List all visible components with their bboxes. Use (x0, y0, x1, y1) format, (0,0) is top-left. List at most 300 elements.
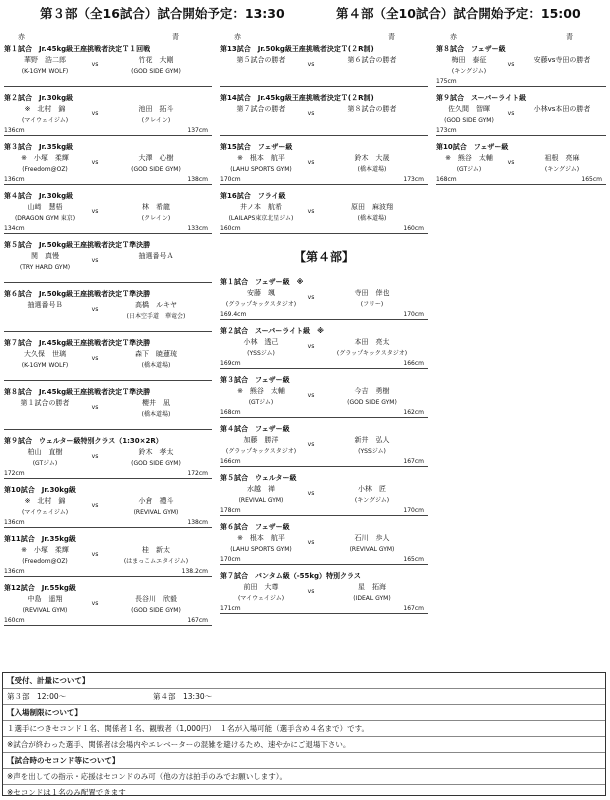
fighter-heights (220, 175, 428, 184)
bout-block (220, 44, 428, 87)
blue-fighter (320, 202, 424, 224)
red-fighter-gym: (REVIVAL GYM) (22, 607, 68, 614)
blue-fighter-gym: (日本空手道 華竜会) (126, 313, 186, 320)
red-fighter-name: 井ノ本 航希 (240, 203, 282, 211)
blue-fighter (518, 104, 606, 115)
red-fighter (220, 386, 302, 408)
bout-block (220, 277, 428, 320)
bout-block (4, 289, 212, 332)
red-fighter-height: 170cm (220, 176, 241, 183)
blue-fighter-height: 165cm (403, 556, 424, 563)
blue-fighter (104, 496, 208, 518)
blue-fighter-name: 小林vs本田の勝者 (533, 105, 591, 113)
bout-fighters (436, 104, 606, 126)
section3-header: 第３部（全16試合）試合開始予定：13:30 (40, 6, 285, 21)
bout-fighters (4, 545, 212, 567)
blue-fighter-height: 170cm (403, 507, 424, 514)
red-fighter-gym: (GOD SIDE GYM) (444, 117, 494, 124)
blue-fighter-name: 竹花 大剛 (138, 56, 174, 64)
red-fighter-gym: (グラップキックスタジオ) (225, 301, 297, 308)
vs-label: vs (307, 588, 315, 595)
red-fighter-height: 136cm (4, 176, 25, 183)
fighter-heights (4, 175, 212, 184)
bout-fighters (220, 288, 428, 310)
red-fighter-height: 178cm (220, 507, 241, 514)
fighter-heights (436, 126, 606, 135)
vs-label: vs (307, 294, 315, 301)
red-fighter (4, 594, 86, 616)
fighter-heights (436, 175, 606, 184)
fighter-heights (4, 126, 212, 135)
vs-label: vs (307, 61, 315, 68)
red-fighter (220, 153, 302, 175)
fighter-heights (220, 126, 428, 135)
vs-label: vs (91, 355, 99, 362)
blue-fighter (320, 484, 424, 506)
red-fighter (220, 288, 302, 310)
fighter-heights (436, 77, 606, 86)
bout-title: 第９試合 スーパーライト級 (436, 94, 527, 102)
bout-title: 第５試合 Jr.50kg級王座挑戦者決定Ｔ準決勝 (4, 241, 151, 249)
red-fighter-gym: (グラップキックスタジオ) (225, 448, 297, 455)
red-fighter-height: 172cm (4, 470, 25, 477)
red-corner-label: 赤 (450, 33, 457, 41)
blue-fighter (320, 337, 424, 359)
bout-block (4, 142, 212, 185)
red-fighter-name: 小林 透己 (243, 338, 279, 346)
fighter-heights (220, 457, 428, 466)
blue-fighter-height: 170cm (403, 311, 424, 318)
fighter-heights (4, 518, 212, 527)
corner-header (436, 30, 606, 44)
blue-fighter (320, 288, 424, 310)
bout-fighters (4, 594, 212, 616)
blue-fighter-height: 166cm (403, 360, 424, 367)
bout-fighters (436, 153, 606, 175)
red-fighter-gym: (マイウェイジム) (237, 595, 285, 602)
vs-label: vs (307, 159, 315, 166)
blue-fighter-height: 133cm (187, 225, 208, 232)
red-fighter (220, 484, 302, 506)
notes-admission-line-2: ※試合が終わった選手、関係者は会場内やエレベーターの混雑を避けるため、速やかにご退場下さい。 (3, 737, 605, 753)
bout-fighters (4, 202, 212, 224)
blue-fighter-gym: (クレイン) (141, 215, 171, 222)
blue-fighter-name: 第８試合の勝者 (347, 105, 397, 113)
bout-title: 第７試合 Jr.45kg級王座挑戦者決定Ｔ準決勝 (4, 339, 151, 347)
bout-title: 第15試合 フェザー級 (220, 143, 293, 151)
red-fighter-name: ※ 根本 航平 (237, 534, 285, 542)
blue-fighter-name: 小倉 禮斗 (138, 497, 174, 505)
red-fighter-height: 169cm (220, 360, 241, 367)
red-fighter-height: 166cm (220, 458, 241, 465)
red-fighter-name: 関 真慢 (31, 252, 59, 260)
blue-fighter-name: 安藤vs寺田の勝者 (533, 56, 591, 64)
bout-fighters (220, 104, 428, 126)
red-fighter-name: 第５試合の勝者 (236, 56, 286, 64)
bout-title: 第８試合 Jr.45kg級王座挑戦者決定Ｔ準決勝 (4, 388, 151, 396)
fighter-heights (220, 555, 428, 564)
section4-label: 【第４部】 (293, 250, 354, 264)
blue-fighter-gym: (クレイン) (141, 117, 171, 124)
red-fighter-height: 136cm (4, 568, 25, 575)
blue-fighter-gym: (はまっこムエタイジム) (123, 558, 189, 565)
fighter-heights (220, 408, 428, 417)
red-fighter-name: 佐久間 智暉 (448, 105, 490, 113)
vs-label: vs (91, 600, 99, 607)
blue-fighter-height: 160cm (403, 225, 424, 232)
red-fighter-name: ※ 熊谷 太輔 (237, 387, 285, 395)
vs-label: vs (307, 110, 315, 117)
blue-fighter (320, 104, 424, 115)
bout-fighters (436, 55, 606, 77)
blue-fighter-gym: (GOD SIDE GYM) (131, 166, 181, 173)
notes-second-line-2: ※セコンドは１名のみ配置できます (7, 788, 126, 797)
blue-fighter-gym: (GOD SIDE GYM) (131, 460, 181, 467)
red-fighter-gym: (マイウェイジム) (21, 117, 69, 124)
vs-label: vs (307, 441, 315, 448)
blue-fighter (104, 398, 208, 420)
blue-fighter-name: 鈴木 大晟 (354, 154, 390, 162)
bout-fighters (4, 349, 212, 371)
blue-fighter-name: 林 希龍 (142, 203, 170, 211)
bout-title: 第１試合 フェザー級 ※ (220, 278, 304, 286)
blue-fighter (518, 55, 606, 66)
red-fighter (436, 55, 502, 77)
blue-fighter (104, 104, 208, 126)
blue-fighter-name: 小林 匠 (358, 485, 386, 493)
blue-fighter (104, 447, 208, 469)
bout-title: 第13試合 Jr.50kg級王座挑戦者決定Ｔ(２R制) (220, 45, 374, 53)
fighter-heights (220, 77, 428, 86)
red-fighter-height: 168cm (436, 176, 457, 183)
blue-fighter-name: 高橋 ルキヤ (135, 301, 177, 309)
blue-fighter-name: 櫻井 凪 (142, 399, 170, 407)
red-fighter-gym: (K-1GYM WOLF) (21, 362, 69, 369)
blue-fighter-gym: (GOD SIDE GYM) (131, 607, 181, 614)
vs-label: vs (91, 61, 99, 68)
red-fighter-name: 華野 浩二郎 (24, 56, 66, 64)
blue-fighter (104, 545, 208, 567)
red-fighter-height: 136cm (4, 519, 25, 526)
bout-title: 第４試合 Jr.30kg級 (4, 192, 74, 200)
bout-title: 第16試合 フライ級 (220, 192, 286, 200)
bout-title: 第３試合 Jr.35kg級 (4, 143, 74, 151)
blue-fighter-gym: (GOD SIDE GYM) (131, 68, 181, 75)
red-fighter (220, 533, 302, 555)
fighter-heights (220, 310, 428, 319)
vs-label: vs (91, 208, 99, 215)
red-fighter (4, 545, 86, 567)
bout-block (4, 387, 212, 430)
blue-fighter (104, 153, 208, 175)
red-fighter-name: 大久保 世璃 (24, 350, 66, 358)
red-fighter-height: 171cm (220, 605, 241, 612)
red-fighter-gym: (TRY HARD GYM) (19, 264, 71, 271)
bout-title: 第４試合 フェザー級 (220, 425, 290, 433)
bout-block (4, 583, 212, 626)
bout-block (436, 142, 606, 185)
notes-heading-reception: 【受付、計量について】 (3, 673, 605, 689)
bout-title: 第１試合 Jr.45kg級王座挑戦者決定Ｔ１回戦 (4, 45, 151, 53)
notes-heading-second: 【試合時のセコンド等について】 (3, 753, 605, 769)
section4-header: 第４部（全10試合）試合開始予定：15:00 (336, 6, 581, 21)
corner-header (220, 30, 428, 44)
bout-block (220, 571, 428, 614)
blue-fighter-name: 桂 新太 (142, 546, 170, 554)
fighter-heights (220, 359, 428, 368)
red-fighter-name: 第１試合の勝者 (20, 399, 70, 407)
red-fighter (4, 55, 86, 77)
bout-fighters (220, 55, 428, 77)
bout-fighters (4, 398, 212, 420)
vs-label: vs (507, 159, 515, 166)
blue-fighter-gym: (フリー) (360, 301, 384, 308)
blue-fighter-name: 長谷川 欣毅 (135, 595, 177, 603)
red-fighter (4, 104, 86, 126)
red-fighter-name: 山﨑 慧梧 (27, 203, 63, 211)
blue-fighter-gym: (GOD SIDE GYM) (347, 399, 397, 406)
red-fighter (4, 300, 86, 311)
bout-fighters (220, 202, 428, 224)
bout-block (4, 436, 212, 479)
blue-fighter-name: 本田 亮太 (354, 338, 390, 346)
bout-block (4, 44, 212, 87)
bout-block (220, 473, 428, 516)
blue-fighter-height: 162cm (403, 409, 424, 416)
blue-fighter (320, 533, 424, 555)
red-fighter (220, 582, 302, 604)
blue-fighter-height: 173cm (403, 176, 424, 183)
blue-fighter (518, 153, 606, 175)
bout-title: 第10試合 Jr.30kg級 (4, 486, 76, 494)
red-fighter (4, 447, 86, 469)
vs-label: vs (507, 61, 515, 68)
bout-block (220, 522, 428, 565)
red-fighter-name: 抽選番号Ｂ (27, 301, 63, 309)
blue-fighter-height: 138cm (187, 519, 208, 526)
blue-fighter-height: 167cm (403, 605, 424, 612)
bout-block (220, 375, 428, 418)
bout-title: 第６試合 フェザー級 (220, 523, 290, 531)
vs-label: vs (307, 539, 315, 546)
red-fighter (4, 398, 86, 409)
blue-fighter-gym: (グラップキックスタジオ) (336, 350, 408, 357)
bout-block (220, 93, 428, 136)
bout-block (4, 93, 212, 136)
blue-fighter (104, 55, 208, 77)
red-fighter-height: 168cm (220, 409, 241, 416)
bout-title: 第７試合 バンタム級（-55kg）特別クラス (220, 572, 361, 580)
bout-fighters (220, 533, 428, 555)
blue-fighter-name: 祖根 亮麻 (544, 154, 580, 162)
blue-fighter-gym: (キングジム) (354, 497, 390, 504)
blue-fighter-height: 172cm (187, 470, 208, 477)
notes-reception-times (3, 689, 605, 705)
red-fighter-gym: (GTジム) (456, 166, 482, 173)
bout-fighters (220, 435, 428, 457)
bout-block (4, 240, 212, 283)
red-fighter-gym: (LAHU SPORTS GYM) (230, 546, 292, 553)
red-fighter-gym: (マイウェイジム) (21, 509, 69, 516)
red-fighter-name: ※ 小塚 柔輝 (21, 546, 69, 554)
blue-fighter-gym: (橋本道場) (141, 362, 171, 369)
red-fighter-height: 160cm (4, 617, 25, 624)
bout-fighters (220, 337, 428, 359)
blue-corner-label: 青 (172, 33, 179, 41)
column-left (4, 30, 212, 632)
notes-admission-line-1: １選手につきセコンド１名、関係者１名、観戦者（1,000円） １名が入場可能（選手含め４名まで）です。 (3, 721, 605, 737)
vs-label: vs (307, 343, 315, 350)
red-corner-label: 赤 (234, 33, 241, 41)
bout-title: 第６試合 Jr.50kg級王座挑戦者決定Ｔ準決勝 (4, 290, 151, 298)
bout-fighters (4, 251, 212, 273)
bout-block (220, 424, 428, 467)
red-fighter-name: 安藤 颯 (247, 289, 275, 297)
blue-fighter (104, 251, 208, 262)
blue-fighter-name: 池田 拓斗 (138, 105, 174, 113)
blue-fighter-name: 森下 暁蓮琉 (135, 350, 177, 358)
blue-fighter-name: 抽選番号Ａ (138, 252, 174, 260)
red-fighter-name: 水越 禅 (247, 485, 275, 493)
bout-block (4, 338, 212, 381)
red-fighter-gym: (Freedom@OZ) (22, 558, 68, 565)
vs-label: vs (91, 110, 99, 117)
blue-fighter (104, 300, 208, 322)
bout-title: 第11試合 Jr.35kg級 (4, 535, 76, 543)
red-fighter-height: 136cm (4, 127, 25, 134)
blue-fighter-height: 137cm (187, 127, 208, 134)
vs-label: vs (307, 490, 315, 497)
red-fighter-height: 170cm (220, 556, 241, 563)
vs-label: vs (91, 453, 99, 460)
bout-fighters (4, 104, 212, 126)
red-fighter (4, 202, 86, 224)
bout-block (220, 142, 428, 185)
red-fighter (220, 104, 302, 115)
blue-fighter-gym: (橋本道場) (141, 411, 171, 418)
bout-block (436, 93, 606, 136)
reception-time-section4: 第４部 13:30～ (153, 692, 213, 701)
red-fighter-name: 加藤 勝洋 (243, 436, 279, 444)
blue-fighter (320, 435, 424, 457)
red-fighter-name: ※ 小塚 柔輝 (21, 154, 69, 162)
column-right (436, 30, 606, 191)
fighter-heights (4, 420, 212, 429)
red-fighter-height: 173cm (436, 127, 457, 134)
red-fighter-gym: (YSSジム) (247, 350, 275, 357)
red-fighter (436, 104, 502, 126)
vs-label: vs (91, 502, 99, 509)
blue-fighter-gym: (YSSジム) (358, 448, 386, 455)
red-fighter-gym: (Freedom@OZ) (22, 166, 68, 173)
red-fighter-name: ※ 根本 航平 (237, 154, 285, 162)
blue-fighter-name: 石川 歩人 (354, 534, 390, 542)
red-fighter-name: 前田 大尊 (243, 583, 279, 591)
bout-fighters (4, 55, 212, 77)
red-fighter-name: ※ 熊谷 太輔 (445, 154, 493, 162)
vs-label: vs (307, 392, 315, 399)
bout-block (220, 326, 428, 369)
fighter-heights (220, 604, 428, 613)
red-fighter (220, 202, 302, 224)
blue-fighter (104, 349, 208, 371)
blue-fighter-name: 星 拓海 (358, 583, 386, 591)
bout-fighters (220, 153, 428, 175)
blue-fighter-height: 138cm (187, 176, 208, 183)
bout-title: 第14試合 Jr.45kg級王座挑戦者決定Ｔ(２R制) (220, 94, 374, 102)
blue-fighter-name: 寺田 倖也 (354, 289, 390, 297)
column-middle (220, 30, 428, 620)
fighter-heights (4, 567, 212, 576)
bout-title: 第10試合 フェザー級 (436, 143, 509, 151)
bout-block (220, 191, 428, 234)
blue-corner-label: 青 (388, 33, 395, 41)
bout-block (4, 191, 212, 234)
blue-fighter (320, 55, 424, 66)
corner-header (4, 30, 212, 44)
vs-label: vs (91, 404, 99, 411)
blue-fighter (104, 594, 208, 616)
bout-fighters (4, 447, 212, 469)
blue-fighter (104, 202, 208, 224)
red-fighter-name: 梅田 泰征 (451, 56, 487, 64)
blue-fighter-gym: (キングジム) (544, 166, 580, 173)
notes-heading-admission: 【入場制限について】 (3, 705, 605, 721)
bout-fighters (220, 386, 428, 408)
bout-fighters (220, 582, 428, 604)
red-corner-label: 赤 (18, 33, 25, 41)
red-fighter-name: 第７試合の勝者 (236, 105, 286, 113)
bout-title: 第２試合 Jr.30kg級 (4, 94, 74, 102)
fighter-heights (4, 322, 212, 331)
blue-fighter-name: 鈴木 孝太 (138, 448, 174, 456)
blue-fighter-height: 167cm (403, 458, 424, 465)
reception-time-section3: 第３部 12:00～ (7, 692, 67, 701)
red-fighter-height: 134cm (4, 225, 25, 232)
vs-label: vs (91, 551, 99, 558)
red-fighter-gym: (GTジム) (248, 399, 274, 406)
vs-label: vs (91, 257, 99, 264)
red-fighter (220, 55, 302, 66)
blue-corner-label: 青 (566, 33, 573, 41)
red-fighter-gym: (DRAGON GYM 東京) (14, 215, 76, 222)
bout-title: 第３試合 フェザー級 (220, 376, 290, 384)
fighter-heights (220, 224, 428, 233)
red-fighter-height: 160cm (220, 225, 241, 232)
bout-title: 第12試合 Jr.55kg級 (4, 584, 76, 592)
red-fighter-gym: (K-1GYM WOLF) (21, 68, 69, 75)
blue-fighter-name: 原田 麻波翔 (351, 203, 393, 211)
bout-block (4, 485, 212, 528)
red-fighter (436, 153, 502, 175)
red-fighter-name: 中島 遥翔 (27, 595, 63, 603)
vs-label: vs (307, 208, 315, 215)
blue-fighter (320, 582, 424, 604)
red-fighter-gym: (REVIVAL GYM) (238, 497, 284, 504)
fighter-heights (220, 506, 428, 515)
bout-fighters (4, 300, 212, 322)
blue-fighter-gym: (REVIVAL GYM) (133, 509, 179, 516)
bout-fighters (4, 153, 212, 175)
fighter-heights (4, 224, 212, 233)
bout-block (4, 534, 212, 577)
blue-fighter-height: 167cm (187, 617, 208, 624)
red-fighter (220, 435, 302, 457)
blue-fighter-name: 今吉 勇樹 (354, 387, 390, 395)
red-fighter (4, 153, 86, 175)
blue-fighter (320, 386, 424, 408)
red-fighter (4, 349, 86, 371)
